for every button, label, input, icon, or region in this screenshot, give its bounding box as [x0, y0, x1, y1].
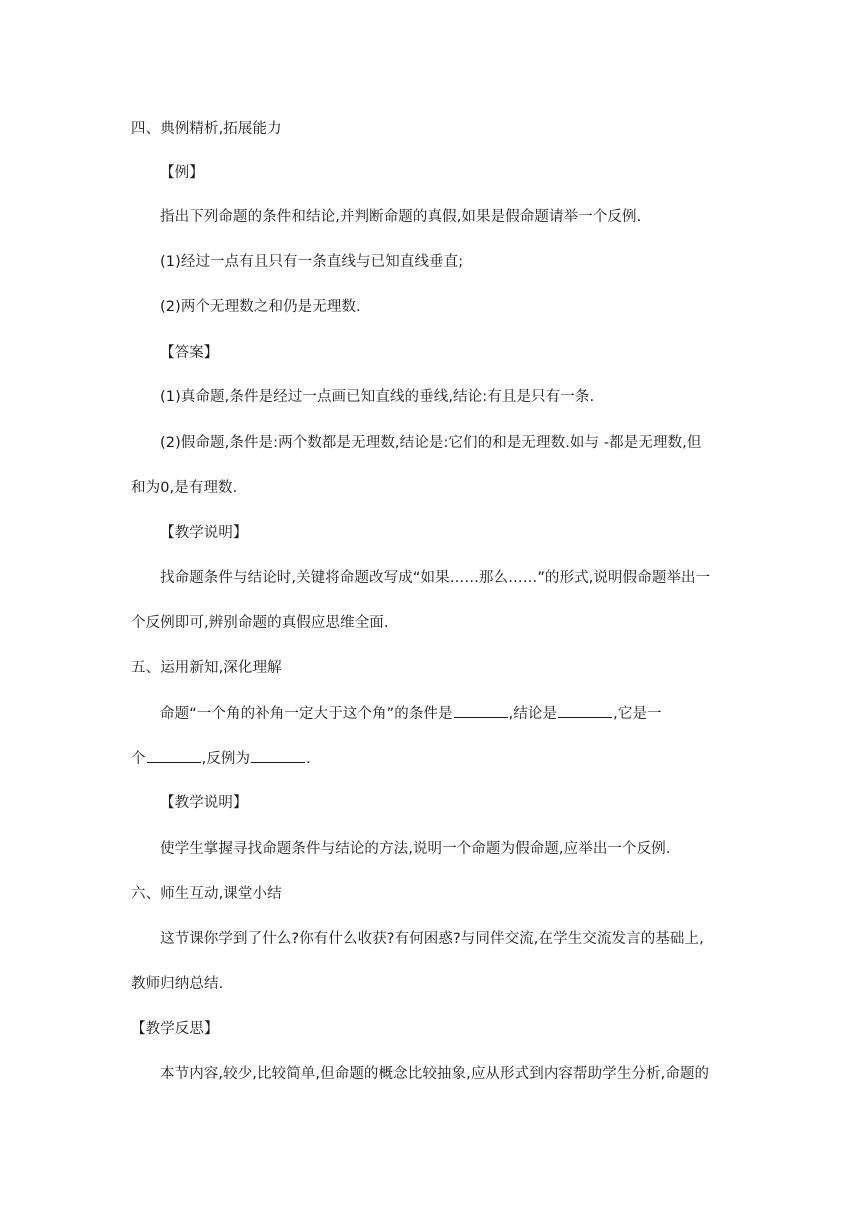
teaching-note-2: 使学生掌握寻找命题条件与结论的方法,说明一个命题为假命题,应举出一个反例. [160, 841, 671, 857]
exercise-text-5: ,反例为 [201, 751, 251, 767]
section4-heading: 四、典例精析,拓展能力 [131, 121, 282, 137]
exercise-text-3: ,它是一 [613, 706, 662, 722]
answer-label: 【答案】 [160, 345, 219, 361]
answer-blank-condition [454, 703, 508, 718]
teaching-note-1-line-1: 找命题条件与结论时,关键将命题改写成“如果……那么……”的形式,说明假命题举出一 [160, 570, 711, 586]
example-prompt: 指出下列命题的条件和结论,并判断命题的真假,如果是假命题请举一个反例. [160, 209, 642, 225]
teaching-note-label-2: 【教学说明】 [160, 795, 248, 811]
answer-blank-counterexample [251, 748, 305, 763]
exercise-text-2: ,结论是 [508, 706, 558, 722]
answer-blank-conclusion [558, 703, 612, 718]
section6-heading: 六、师生互动,课堂小结 [131, 886, 282, 902]
exercise-line-1 [160, 703, 662, 724]
summary-line-2: 教师归纳总结. [131, 976, 224, 992]
section5-heading: 五、运用新知,深化理解 [131, 660, 282, 676]
exercise-text-1: 命题“一个角的补角一定大于这个角”的条件是 [160, 706, 453, 722]
example-item-2: (2)两个无理数之和仍是无理数. [160, 299, 361, 315]
answer-blank-type [147, 748, 201, 763]
summary-line-1: 这节课你学到了什么?你有什么收获?有何困惑?与同伴交流,在学生交流发言的基础上, [160, 931, 704, 947]
reflection-label: 【教学反思】 [131, 1021, 219, 1037]
exercise-text-6: . [306, 751, 311, 767]
reflection-line-1: 本节内容,较少,比较简单,但命题的概念比较抽象,应从形式到内容帮助学生分析,命题的 [160, 1066, 710, 1082]
answer-2-line-1: (2)假命题,条件是:两个数都是无理数,结论是:它们的和是无理数.如与 -都是无理数,但 [160, 435, 702, 451]
teaching-note-label-1: 【教学说明】 [160, 525, 248, 541]
exercise-line-2 [131, 748, 311, 769]
example-item-1: (1)经过一点有且只有一条直线与已知直线垂直; [160, 254, 464, 270]
answer-2-line-2: 和为0,是有理数. [131, 480, 238, 496]
example-label: 【例】 [160, 165, 204, 181]
teaching-note-1-line-2: 个反例即可,辨别命题的真假应思维全面. [131, 615, 389, 631]
exercise-text-4: 个 [131, 751, 146, 767]
answer-1: (1)真命题,条件是经过一点画已知直线的垂线,结论:有且是只有一条. [160, 389, 595, 405]
